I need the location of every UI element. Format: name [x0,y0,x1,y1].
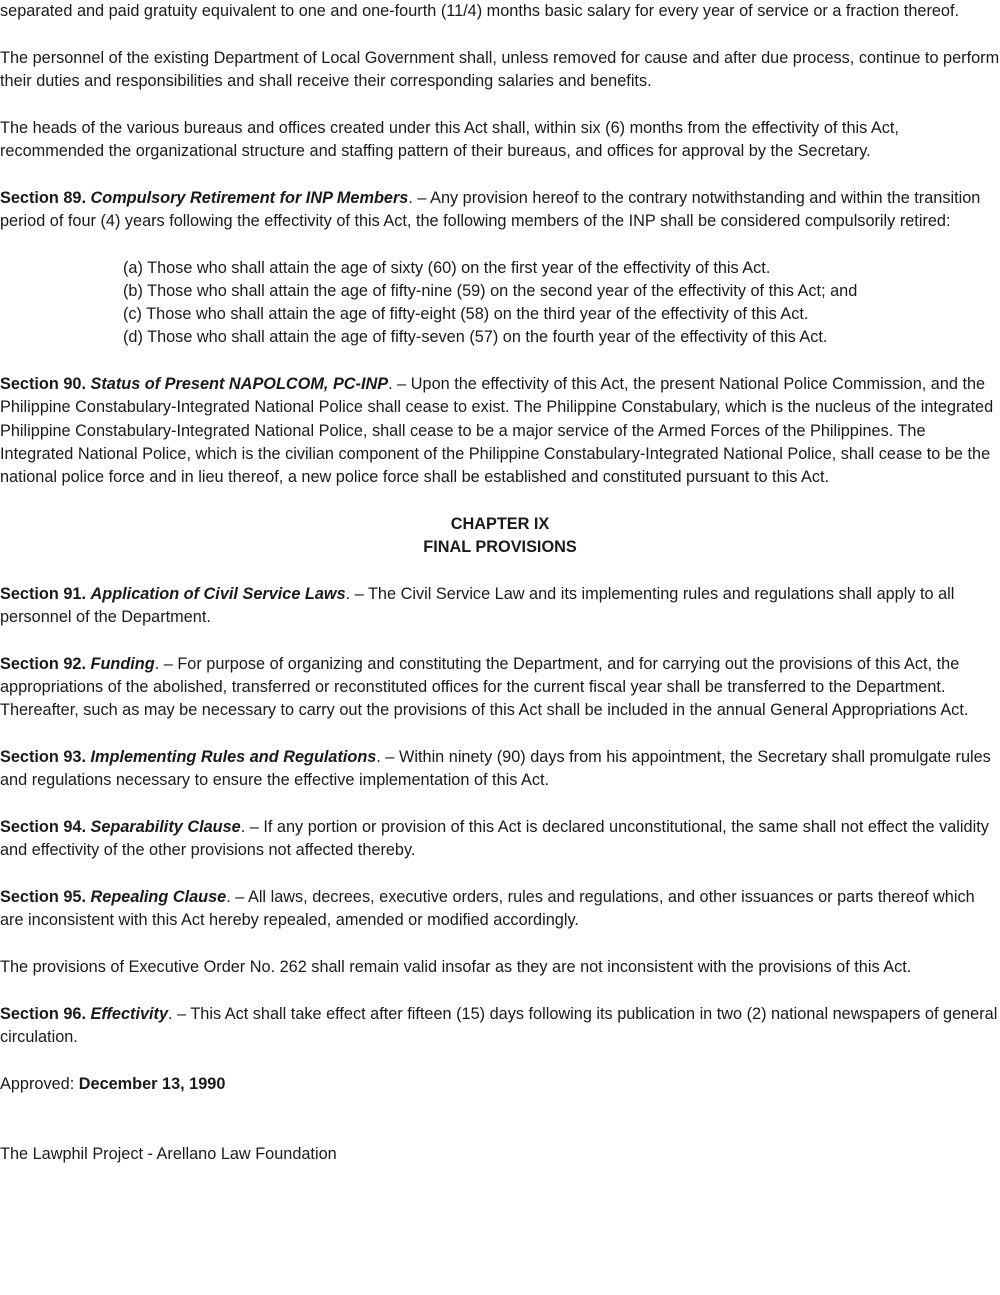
section-number: Section 90. [0,375,86,394]
section-92 [0,653,1000,723]
section-body: . – For purpose of organizing and constituting the Department, and for carrying out the provisions of this Act, the appropriations of the abolished, transferred or reconstituted offices for the current fiscal year shall be transferred to the Department. Thereafter, such as may be necessary to carry out the provisions of this Act shall be included in the annual General Appropriations Act. [0,654,969,720]
list-item: (d) Those who shall attain the age of fifty-seven (57) on the fourth year of the effectivity of this Act. [123,328,828,347]
section-89 [0,187,1000,233]
approved-date: December 13, 1990 [78,1074,226,1093]
section-number: Section 91. [0,584,86,603]
section-title: Compulsory Retirement for INP Members [90,188,409,207]
section-body: . – The Civil Service Law and its implementing rules and regulations shall apply to all personnel of the Department. [0,584,955,627]
list-item: (a) Those who shall attain the age of sixty (60) on the first year of the effectivity of this Act. [123,258,771,277]
section-title: Status of Present NAPOLCOM, PC-INP [90,375,389,394]
chapter-number: CHAPTER IX [450,514,550,533]
retirement-list [0,257,1000,350]
section-number: Section 95. [0,888,86,907]
section-body: . – Within ninety (90) days from his appointment, the Secretary shall promulgate rules and regulations necessary to ensure the effective implementation of this Act. [0,748,991,790]
section-94 [0,816,1000,862]
section-91 [0,583,1000,629]
approval-line [0,1073,1000,1096]
paragraph-bureau-heads: The heads of the various bureaus and offices created under this Act shall, within six (6) months from the effectivity of this Act, recommended the organizational structure and staffing pattern of their bureaus, and offices for approval by the Secretary. [0,118,899,160]
section-number: Section 93. [0,748,86,767]
paragraph-executive-order: The provisions of Executive Order No. 262 shall remain valid insofar as they are not inconsistent with the provisions of this Act. [0,958,912,977]
section-title: Separability Clause [90,818,241,837]
section-body: . – Any provision hereof to the contrary notwithstanding and within the transition period of four (4) years following the effectivity of this Act, the following members of the INP shall be considered compulsorily retired: [0,188,981,230]
section-title: Effectivity [90,1004,169,1023]
section-number: Section 89. [0,188,86,207]
section-body: . – This Act shall take effect after fifteen (15) days following its publication in two (2) national newspapers of general circulation. [0,1004,998,1047]
section-title: Application of Civil Service Laws [90,584,346,603]
section-96 [0,1003,1000,1049]
section-number: Section 94. [0,818,86,837]
section-title: Funding [90,654,155,673]
section-93 [0,746,1000,792]
list-item: (c) Those who shall attain the age of fifty-eight (58) on the third year of the effectivity of this Act. [123,305,809,324]
footer-credit: The Lawphil Project - Arellano Law Foundation [0,1145,337,1164]
section-body: . – All laws, decrees, executive orders, rules and regulations, and other issuances or parts thereof which are inconsistent with this Act hereby repealed, amended or modified accordingly. [0,888,975,930]
section-90 [0,373,1000,489]
section-title: Implementing Rules and Regulations [90,748,377,767]
section-body: . – Upon the effectivity of this Act, the present National Police Commission, and the Philippine Constabulary-Integrated National Police shall cease to exist. The Philippine Constabulary, which is the nucleus of the integrated Philippine Constabulary-Integrated National Police, shall cease to be a major service of the Armed Forces of the Philippines. The Integrated National Police, which is the civilian component of the Philippine Constabulary-Integrated National Police, shall cease to be the national police force and in lieu thereof, a new police force shall be established and constituted pursuant to this Act. [0,375,994,487]
paragraph-personnel: The personnel of the existing Department of Local Government shall, unless removed for cause and after due process, continue to perform their duties and responsibilities and shall receive their corresponding salaries and benefits. [0,48,1000,90]
list-item: (b) Those who shall attain the age of fifty-nine (59) on the second year of the effectivity of this Act; and [123,282,858,300]
paragraph-gratuity: separated and paid gratuity equivalent to one and one-fourth (11/4) months basic salary for every year of service or a fraction thereof. [0,2,960,20]
section-95 [0,886,1000,932]
section-body: . – If any portion or provision of this Act is declared unconstitutional, the same shall not effect the validity and effectivity of the other provisions not affected thereby. [0,818,989,860]
section-title: Repealing Clause [90,888,227,907]
approved-label: Approved: [0,1074,79,1093]
section-number: Section 92. [0,654,86,673]
chapter-heading [0,513,1000,559]
chapter-title: FINAL PROVISIONS [423,538,577,557]
section-number: Section 96. [0,1004,86,1023]
